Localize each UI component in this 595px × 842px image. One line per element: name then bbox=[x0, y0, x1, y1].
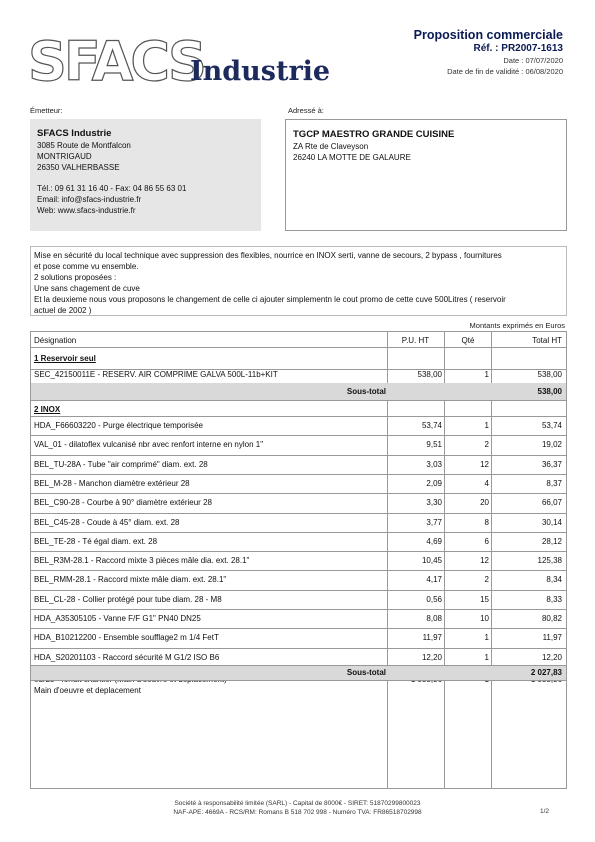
item-designation: HDA_F66603220 - Purge électrique temporisée bbox=[34, 421, 203, 430]
labour-line-2: Main d'oeuvre et deplacement bbox=[34, 686, 141, 695]
description-line: Mise en sécurité du local technique avec suppression des flexibles, nourrice en INOX serti, vanne de secours, 2 bypass , fournitures bbox=[34, 251, 502, 260]
item-unit-price: 11,97 bbox=[422, 633, 442, 643]
subtotal-value: 538,00 bbox=[537, 387, 562, 396]
item-quantity: 15 bbox=[480, 594, 489, 604]
page-number: 1/2 bbox=[539, 808, 549, 815]
item-unit-price: 0,56 bbox=[426, 594, 442, 604]
header-designation: Désignation bbox=[34, 336, 77, 345]
table-row bbox=[31, 532, 566, 551]
item-total: 8,34 bbox=[546, 575, 562, 585]
recipient-name: TGCP MAESTRO GRANDE CUISINE bbox=[293, 129, 455, 140]
item-total: 125,38 bbox=[537, 556, 562, 566]
item-designation: BEL_CL-28 - Collier protégé pour tube diam. 28 - M8 bbox=[34, 594, 222, 604]
item-quantity: 1 bbox=[484, 633, 489, 643]
item-quantity: 12 bbox=[480, 459, 489, 469]
emitter-address-1: 3085 Route de Montfalcon bbox=[37, 141, 131, 150]
item-unit-price: 3,30 bbox=[426, 498, 442, 508]
emitter-name: SFACS Industrie bbox=[37, 128, 112, 139]
item-unit-price: 9,51 bbox=[426, 440, 442, 450]
description-line: actuel de 2002 ) bbox=[34, 306, 92, 315]
table-row bbox=[31, 455, 566, 474]
item-quantity: 2 bbox=[484, 440, 489, 450]
amounts-note: Montants exprimés en Euros bbox=[469, 321, 565, 330]
item-designation: HDA_S20201103 - Raccord sécurité M G1/2 ISO B6 bbox=[34, 652, 220, 662]
item-quantity: 2 bbox=[484, 575, 489, 585]
item-designation: VAL_01 - dilatoflex vulcanisé nbr avec renfort interne en nylon 1" bbox=[34, 440, 264, 450]
item-quantity: 6 bbox=[484, 536, 489, 546]
item-quantity: 10 bbox=[480, 614, 489, 623]
document-header bbox=[414, 28, 563, 76]
table-row bbox=[31, 551, 566, 570]
item-unit-price: 538,00 bbox=[417, 370, 442, 379]
table-row bbox=[31, 365, 566, 385]
footer-line-2: NAF-APE: 4669A - RCS/RM: Romans B 518 702 998 - Numéro TVA: FR86518702998 bbox=[173, 809, 422, 816]
emitter-address-2: MONTRIGAUD bbox=[37, 152, 92, 161]
table-row bbox=[31, 474, 566, 493]
emitter-label: Émetteur: bbox=[30, 106, 63, 115]
subtotal-row bbox=[31, 383, 566, 400]
item-unit-price: 3,77 bbox=[426, 517, 442, 527]
item-total: 36,37 bbox=[541, 459, 562, 469]
emitter-phone: Tél.: 09 61 31 16 40 - Fax: 04 86 55 63 01 bbox=[37, 184, 187, 193]
item-designation: BEL_TU-28A - Tube "air comprimé" diam. ext. 28 bbox=[34, 459, 208, 469]
item-quantity: 1 bbox=[484, 370, 489, 379]
recipient-address-1: ZA Rte de Claveyson bbox=[293, 142, 369, 151]
header-unit-price: P.U. HT bbox=[401, 336, 430, 345]
document-title: Proposition commerciale bbox=[413, 28, 563, 42]
item-designation: BEL_M-28 - Manchon diamètre extérieur 28 bbox=[34, 478, 190, 488]
item-total: 66,07 bbox=[541, 498, 562, 508]
header-total: Total HT bbox=[532, 336, 562, 345]
subtotal-row bbox=[31, 665, 566, 681]
item-quantity: 20 bbox=[480, 498, 489, 508]
item-quantity: 1 bbox=[484, 421, 489, 430]
table-header bbox=[31, 332, 566, 348]
document-date: Date : 07/07/2020 bbox=[503, 56, 563, 65]
item-designation: BEL_C45-28 - Coude à 45° diam. ext. 28 bbox=[34, 517, 180, 527]
table-row bbox=[31, 513, 566, 532]
emitter-address-3: 26350 VALHERBASSE bbox=[37, 163, 120, 172]
recipient-address-2: 26240 LA MOTTE DE GALAURE bbox=[293, 153, 411, 162]
item-designation: BEL_R3M-28.1 - Raccord mixte 3 pièces mâle dia. ext. 28.1" bbox=[34, 556, 250, 566]
section-title: 1 Reservoir seul bbox=[34, 354, 96, 363]
footer-line-1: Société à responsabilité limitée (SARL) - Capital de 8000€ - SIRET: 51870299800023 bbox=[174, 800, 421, 807]
section-title: 2 INOX bbox=[34, 405, 61, 414]
description-line: Une sans chagement de cuve bbox=[34, 284, 140, 293]
recipient-label: Adressé à: bbox=[288, 106, 324, 115]
item-unit-price: 8,08 bbox=[426, 614, 442, 623]
item-unit-price: 4,17 bbox=[426, 575, 442, 585]
item-unit-price: 10,45 bbox=[421, 556, 442, 566]
item-designation: BEL_C90-28 - Courbe à 90° diamètre extérieur 28 bbox=[34, 498, 212, 508]
item-designation: BEL_TE-28 - Té égal diam. ext. 28 bbox=[34, 536, 158, 546]
item-unit-price: 4,69 bbox=[426, 536, 442, 546]
table-row bbox=[31, 590, 566, 609]
item-total: 53,74 bbox=[541, 421, 562, 430]
logo-brand: SFACS bbox=[28, 30, 204, 93]
item-designation: HDA_B10212200 - Ensemble soufflage2 m 1/4 FetT bbox=[34, 633, 219, 643]
item-quantity: 1 bbox=[484, 652, 489, 662]
description-box bbox=[30, 246, 567, 316]
table-row bbox=[31, 570, 566, 589]
item-total: 19,02 bbox=[541, 440, 562, 450]
table-row bbox=[31, 628, 566, 647]
table-row bbox=[31, 609, 566, 628]
recipient-box bbox=[285, 119, 567, 231]
item-total: 28,12 bbox=[541, 536, 562, 546]
item-total: 8,33 bbox=[546, 594, 562, 604]
document-reference: Réf. : PR2007-1613 bbox=[473, 43, 563, 54]
subtotal-label: Sous-total bbox=[346, 668, 386, 677]
item-designation: BEL_RMM-28.1 - Raccord mixte mâle diam. ext. 28.1" bbox=[34, 575, 227, 585]
item-total: 80,82 bbox=[541, 614, 562, 623]
item-quantity: 4 bbox=[484, 478, 489, 488]
emitter-box bbox=[30, 119, 261, 231]
description-line: Et la deuxieme nous vous proposons le changement de celle ci ajouter simplementn le cout promo de cette cuve 500Litres ( reservoir bbox=[34, 295, 506, 304]
item-unit-price: 2,09 bbox=[426, 478, 442, 488]
description-line: 2 solutions proposées : bbox=[34, 273, 117, 282]
description-line: et pose comme vu ensemble. bbox=[34, 262, 139, 271]
item-total: 11,97 bbox=[542, 633, 562, 643]
emitter-web: Web: www.sfacs-industrie.fr bbox=[37, 206, 136, 215]
item-total: 12,20 bbox=[541, 652, 562, 662]
table-row bbox=[31, 648, 566, 667]
item-total: 8,37 bbox=[546, 478, 562, 488]
items-table bbox=[30, 331, 567, 789]
item-unit-price: 53,74 bbox=[421, 421, 442, 430]
header-quantity: Qté bbox=[461, 336, 475, 345]
emitter-email: Email: info@sfacs-industrie.fr bbox=[37, 195, 142, 204]
item-designation: SEC_42150011E - RESERV. AIR COMPRIME GALVA 500L-11b+KIT bbox=[34, 370, 278, 379]
item-total: 30,14 bbox=[541, 517, 562, 527]
validity-date: Date de fin de validité : 06/08/2020 bbox=[447, 67, 563, 76]
table-row bbox=[31, 493, 566, 512]
item-designation: HDA_A35305105 - Vanne F/F G1" PN40 DN25 bbox=[34, 614, 201, 623]
item-quantity: 8 bbox=[484, 517, 489, 527]
company-logo bbox=[28, 30, 331, 93]
item-unit-price: 12,20 bbox=[421, 652, 442, 662]
item-quantity: 12 bbox=[480, 556, 489, 566]
legal-footer bbox=[0, 799, 595, 817]
subtotal-value: 2 027,83 bbox=[530, 668, 562, 677]
item-total: 538,00 bbox=[537, 370, 562, 379]
table-row bbox=[31, 416, 566, 435]
logo-suffix: Industrie bbox=[190, 56, 331, 87]
table-row bbox=[31, 435, 566, 454]
subtotal-label: Sous-total bbox=[346, 387, 386, 396]
item-unit-price: 3,03 bbox=[426, 459, 442, 469]
